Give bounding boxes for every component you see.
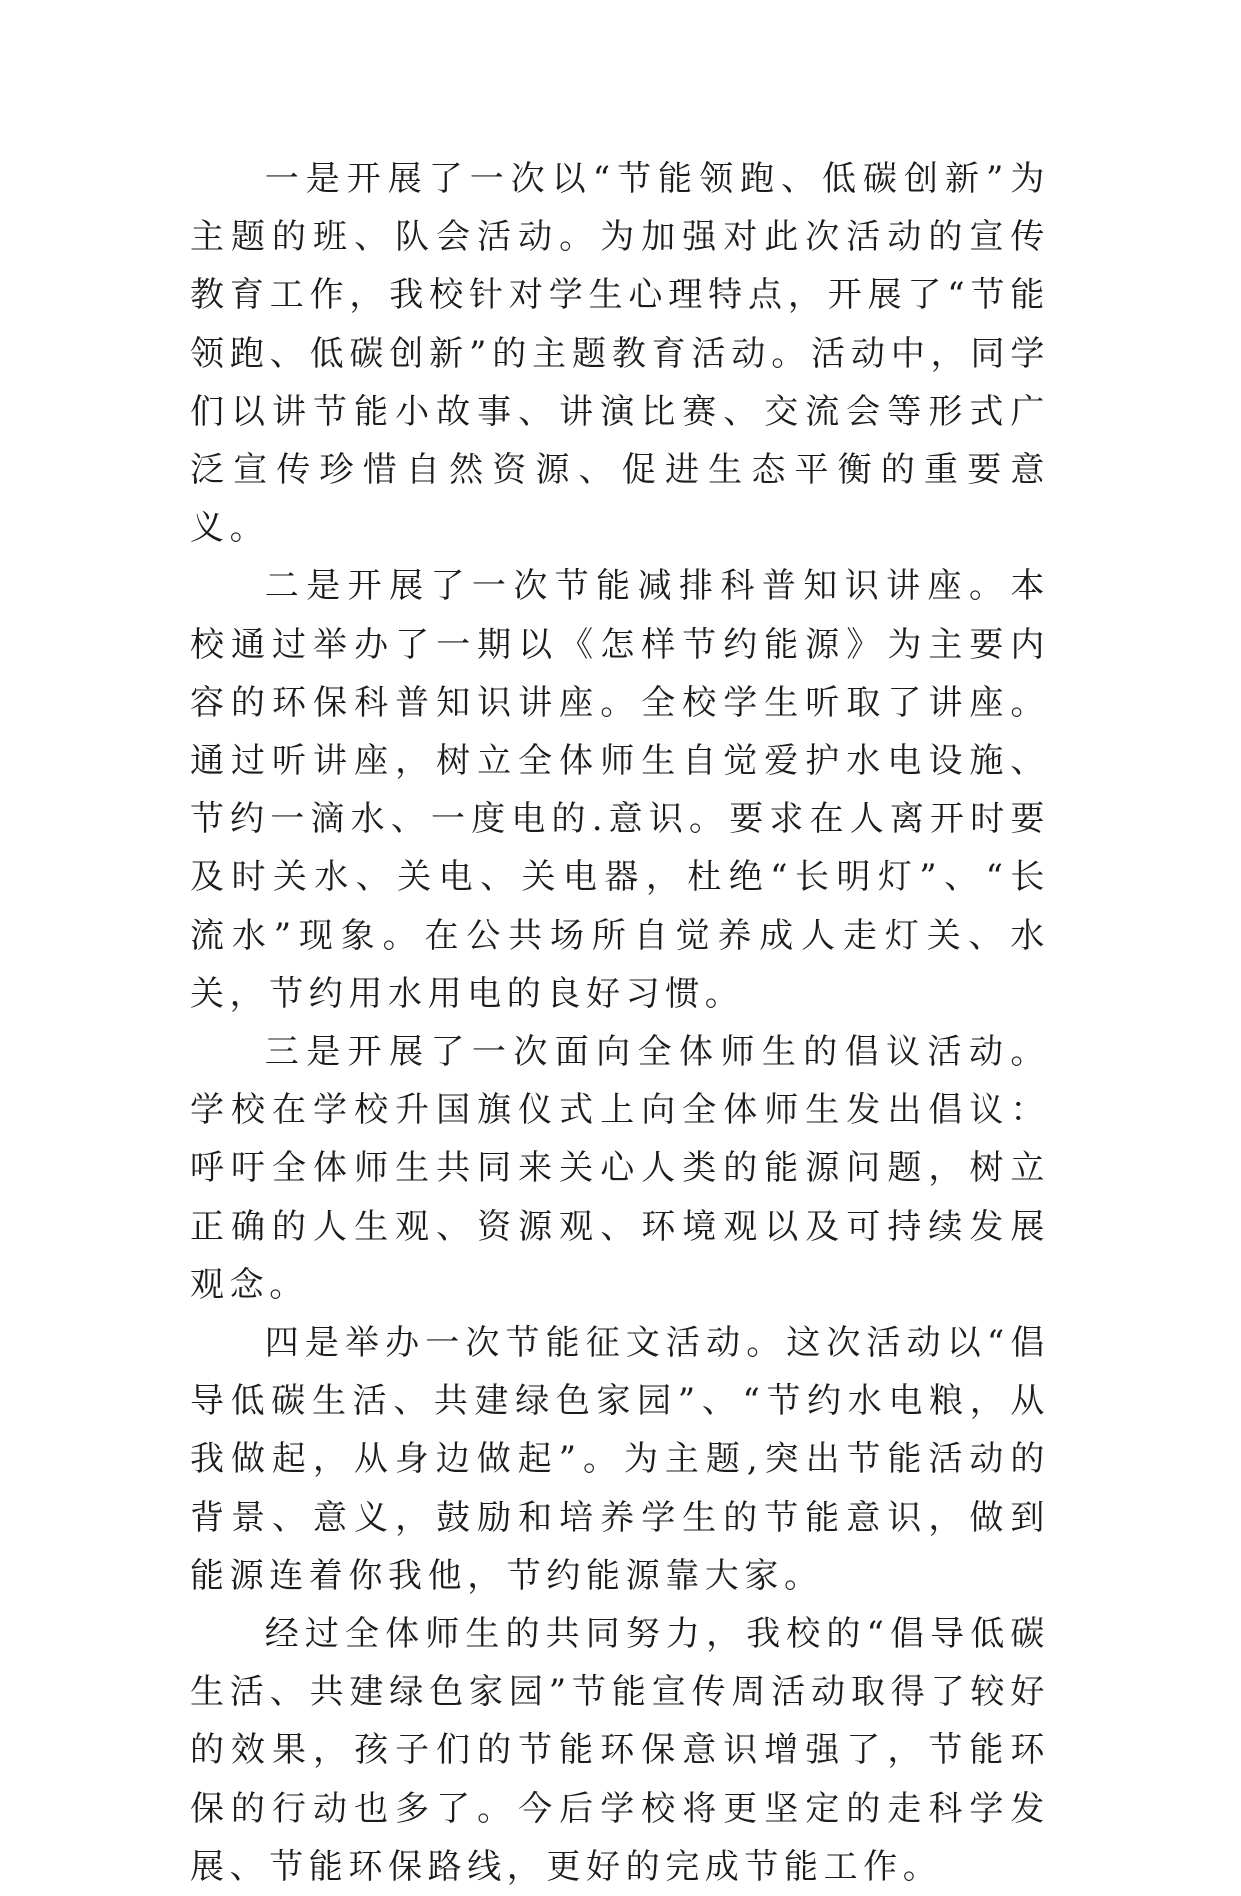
paragraph-activity-meeting: 一是开展了一次以“节能领跑、低碳创新”为主题的班、队会活动。为加强对此次活动的宣传教育工作，我校针对学生心理特点，开展了“节能领跑、低碳创新”的主题教育活动。活动中，同学们以讲节能小故事、讲演比赛、交流会等形式广泛宣传珍惜自然资源、促进生态平衡的重要意义。 [190, 159, 1050, 549]
paragraph-essay-contest: 四是举办一次节能征文活动。这次活动以“倡导低碳生活、共建绿色家园”、“节约水电粮，从我做起，从身边做起”。为主题,突出节能活动的背景、意义，鼓励和培养学生的节能意识，做到能源连着你我他，节约能源靠大家。 [190, 1323, 1050, 1596]
document-body [190, 150, 1050, 1896]
paragraph-conclusion: 经过全体师生的共同努力，我校的“倡导低碳生活、共建绿色家园”节能宣传周活动取得了较好的效果，孩子们的节能环保意识增强了，节能环保的行动也多了。今后学校将更坚定的走科学发展、节能环保路线，更好的完成节能工作。 [190, 1614, 1050, 1887]
paragraph-science-lecture: 二是开展了一次节能减排科普知识讲座。本校通过举办了一期以《怎样节约能源》为主要内容的环保科普知识讲座。全校学生听取了讲座。通过听讲座，树立全体师生自觉爱护水电设施、节约一滴水、一度电的.意识。要求在人离开时要及时关水、关电、关电器，杜绝“长明灯”、“长流水”现象。在公共场所自觉养成人走灯关、水关，节约用水用电的良好习惯。 [190, 566, 1050, 1014]
paragraph-initiative: 三是开展了一次面向全体师生的倡议活动。学校在学校升国旗仪式上向全体师生发出倡议：呼吁全体师生共同来关心人类的能源问题，树立正确的人生观、资源观、环境观以及可持续发展观念。 [190, 1032, 1050, 1305]
